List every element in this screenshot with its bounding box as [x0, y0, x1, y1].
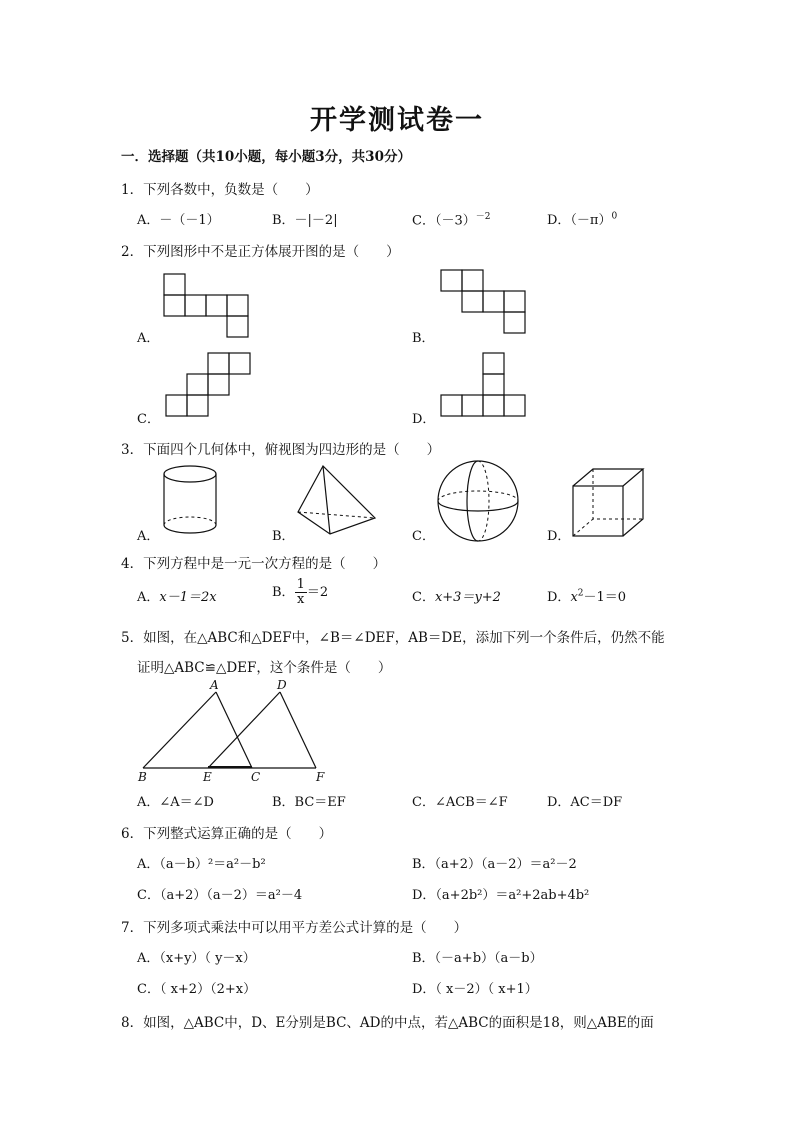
q4-option-a: A．x－1＝2x	[137, 590, 217, 605]
cube-figure	[573, 469, 645, 539]
q2-net-d-figure	[441, 353, 527, 417]
q7-option-d: D．（ x－2）（ x+1）	[412, 982, 538, 997]
q2-option-d-label: D．	[412, 412, 436, 427]
fraction: $\frac{1}{x}$	[296, 577, 305, 607]
q7-option-a: A．（x+y）（ y－x）	[137, 951, 256, 966]
q3-option-a-label: A．	[137, 529, 160, 544]
question-4-stem: 4．下列方程中是一元一次方程的是（ ）	[121, 556, 387, 572]
q6-option-b: B．（a+2）（a－2）＝a²－2	[412, 857, 577, 872]
point-a-label: A	[210, 678, 219, 692]
question-6-stem: 6．下列整式运算正确的是（ ）	[121, 826, 333, 842]
q6-option-c: C．（a+2）（a－2）＝a²－4	[137, 888, 303, 903]
q3-option-c-label: C．	[412, 529, 435, 544]
q5-option-a: A．∠A＝∠D	[137, 795, 214, 810]
q5-option-d: D．AC＝DF	[547, 795, 623, 810]
sphere-figure	[437, 460, 519, 542]
q5-option-c: C．∠ACB＝∠F	[412, 795, 508, 810]
point-b-label: B	[138, 770, 147, 784]
q2-net-a-figure	[164, 274, 250, 338]
q4-option-c: C．x+3＝y+2	[412, 590, 501, 605]
question-7-stem: 7．下列多项式乘法中可以用平方差公式计算的是（ ）	[121, 920, 468, 936]
q2-option-c-label: C．	[137, 412, 160, 427]
q6-option-a: A．（a－b）²＝a²－b²	[137, 857, 266, 872]
q6-option-d: D．（a+2b²）＝a²+2ab+4b²	[412, 888, 590, 903]
question-8-stem: 8．如图，△ABC中，D、E分别是BC、AD的中点，若△ABC的面积是18，则△ABE的面	[121, 1015, 654, 1031]
q4-option-b: B． $\frac{1}{x}$ ＝2	[272, 577, 329, 607]
point-f-label: F	[316, 770, 325, 784]
q2-option-a-label: A．	[137, 331, 160, 346]
pyramid-figure	[298, 466, 378, 538]
q1-option-c: C．$(-3)^{-2}$	[412, 212, 491, 229]
q7-option-c: C．（ x+2）（2+x）	[137, 982, 257, 997]
triangles-figure	[138, 678, 338, 786]
question-3-stem: 3．下面四个几何体中，俯视图为四边形的是（ ）	[121, 442, 441, 458]
cylinder-figure	[162, 465, 218, 537]
point-e-label: E	[203, 770, 212, 784]
q5-option-b: B．BC＝EF	[272, 795, 346, 810]
section-heading: 一．选择题（共10小题，每小题3分，共30分）	[121, 149, 411, 165]
point-d-label: D	[277, 678, 287, 692]
q2-option-b-label: B．	[412, 331, 435, 346]
question-2-stem: 2．下列图形中不是正方体展开图的是（ ）	[121, 244, 400, 260]
q4-option-d: D．$x^2-1=0$	[547, 588, 627, 605]
q3-option-b-label: B．	[272, 529, 295, 544]
q2-net-b-figure	[441, 270, 527, 334]
question-1-stem: 1．下列各数中，负数是（ ）	[121, 182, 319, 198]
q2-net-c-figure	[166, 353, 252, 417]
q1-option-d: D．$(-\pi)^0$	[547, 211, 618, 228]
q3-option-d-label: D．	[547, 529, 571, 544]
exam-title: 开学测试卷一	[310, 105, 484, 136]
question-5-stem-line2: 证明△ABC≌△DEF，这个条件是（ ）	[137, 660, 392, 676]
q1-option-a: A．－（－1）	[137, 213, 220, 228]
q1-option-b: B．－|－2|	[272, 213, 338, 228]
question-5-stem-line1: 5．如图，在△ABC和△DEF中，∠B＝∠DEF，AB＝DE，添加下列一个条件后，仍然不能	[121, 630, 665, 646]
point-c-label: C	[251, 770, 261, 784]
q7-option-b: B．（－a+b）（a－b）	[412, 951, 543, 966]
